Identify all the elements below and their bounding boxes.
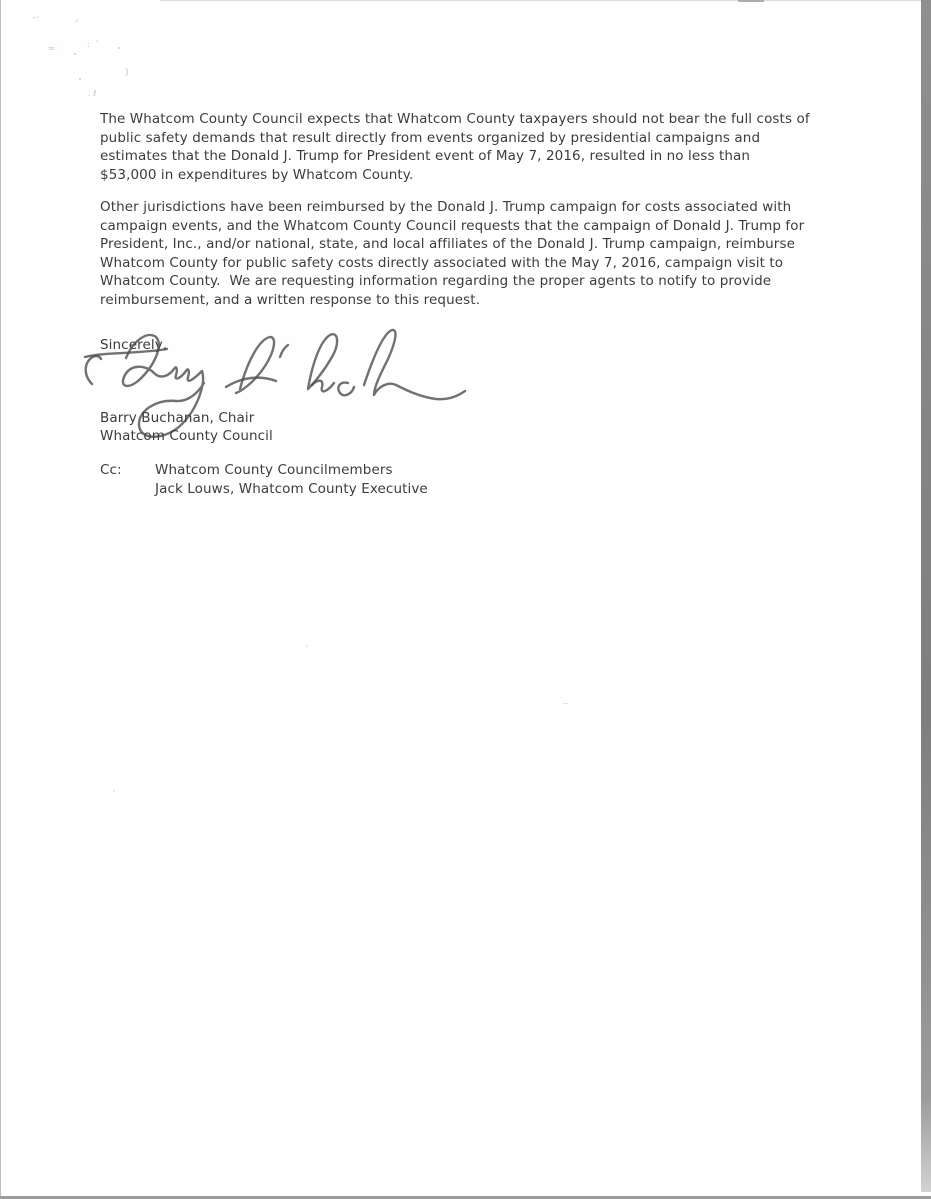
body-text-line: Whatcom County. We are requesting information regarding the proper agents to notify to provide (100, 273, 772, 290)
scan-edge-top (160, 0, 931, 1)
signature-stroke (308, 334, 337, 389)
signer-organization: Whatcom County Council (100, 428, 273, 444)
scan-speck (306, 645, 308, 647)
closing-salutation: Sincerely, (100, 337, 168, 353)
signature-stroke (280, 345, 288, 357)
signature-stroke (338, 383, 354, 396)
body-text-line: public safety demands that result directly from events organized by presidential campaigns and (100, 129, 761, 146)
scan-edge-left (0, 0, 1, 1199)
scan-speck: ‐· (33, 13, 40, 23)
body-paragraph-2 (100, 198, 804, 310)
scan-edge-top-segment (738, 0, 764, 2)
signature-stroke (86, 356, 101, 384)
signature-stroke (236, 337, 274, 393)
scan-speck (118, 47, 120, 49)
cc-recipient-list (155, 461, 428, 498)
body-text-line: President, Inc., and/or national, state, and local affiliates of the Donald J. Trump campaign, reimburse (100, 236, 795, 253)
signer-name: Barry Buchanan, Chair (100, 410, 255, 426)
body-text-line: reimbursement, and a written response to this request. (100, 291, 481, 308)
scan-speck (74, 53, 76, 55)
body-text-line: Whatcom County for public safety costs directly associated with the May 7, 2016, campaign visit to (100, 254, 784, 271)
signature-stroke (226, 378, 276, 387)
signature-stroke (364, 330, 465, 399)
body-text-line: Other jurisdictions have been reimbursed by the Donald J. Trump campaign for costs associated with (100, 199, 792, 215)
scan-edge-right (921, 0, 931, 1192)
body-text-line: estimates that the Donald J. Trump for President event of May 7, 2016, resulted in no less than (100, 148, 751, 165)
scan-speck: ' (96, 39, 99, 48)
cc-recipient: Jack Louws, Whatcom County Executive (155, 480, 428, 497)
body-text-line: campaign events, and the Whatcom County Council requests that the campaign of Donald J. Trump for (100, 217, 805, 234)
scan-speck (79, 78, 81, 80)
scan-speck: ≈· (48, 44, 58, 53)
cc-label: Cc: (100, 462, 122, 478)
scan-speck: : (87, 40, 90, 49)
body-text-line: $53,000 in expenditures by Whatcom County. (100, 166, 414, 183)
scan-speck (563, 703, 568, 704)
scan-speck (113, 790, 115, 792)
cc-recipient: Whatcom County Councilmembers (155, 462, 393, 478)
body-paragraph-1 (100, 110, 810, 184)
scan-speck: . ℓ (88, 89, 97, 98)
body-text-line: The Whatcom County Council expects that Whatcom County taxpayers should not bear the full costs of (100, 111, 810, 127)
scan-speck: ) (125, 68, 129, 78)
scan-speck: ᴬ (75, 18, 79, 27)
signature-stroke (312, 381, 334, 392)
